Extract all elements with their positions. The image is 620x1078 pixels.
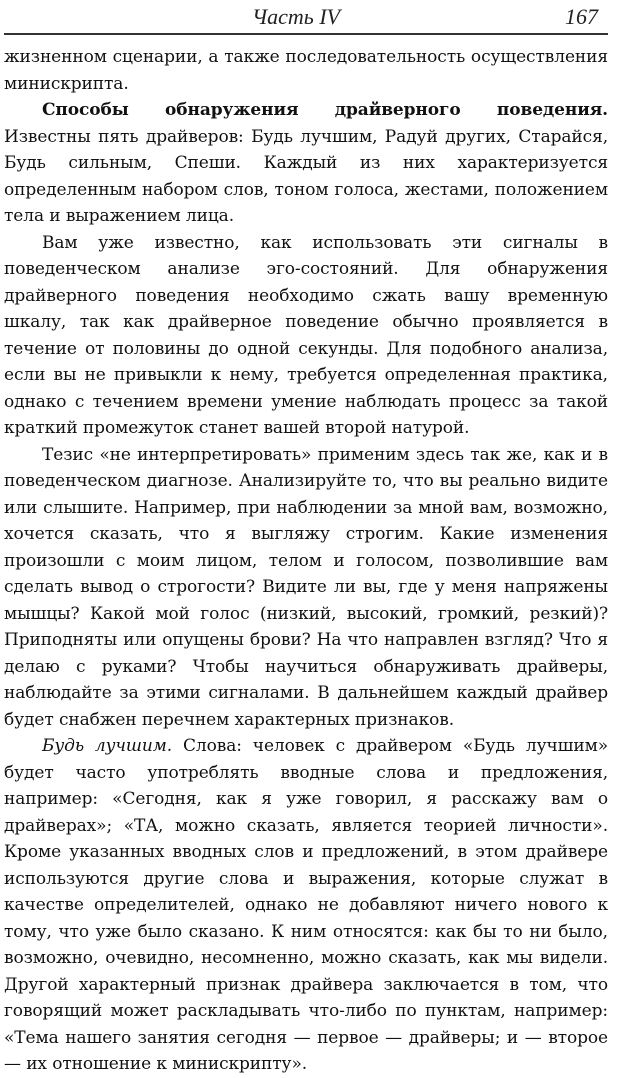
paragraph-text: Известны пять драйверов: Будь лучшим, Радуй других, Старайся, Будь сильным, Спеши. Каждый из них характеризуется определенным набором слов, тоном голоса, жестами, положением тела и выражением лица. bbox=[4, 126, 608, 226]
header-rule bbox=[4, 33, 608, 35]
paragraph-be-perfect bbox=[4, 733, 608, 1078]
running-head bbox=[0, 2, 620, 30]
paragraph-text: Вам уже известно, как использовать эти сигналы в поведенческом анализе эго-состояний. Для обнаружения драйверного поведения необходимо сжать вашу временную шкалу, так как драйверное поведение обычно проявляется в течение от половины до одной секунды. Для подобного анализа, если вы не привыкли к нему, требуется определенная практика, однако с течением времени умение наблюдать процесс за такой краткий промежуток станет вашей второй натурой. bbox=[4, 232, 608, 438]
page-number: 167 bbox=[565, 4, 598, 29]
paragraph-driver-detection bbox=[4, 97, 608, 230]
section-heading: Способы обнаружения драйверного поведения. bbox=[42, 100, 608, 120]
paragraph-no-interpretation bbox=[4, 442, 608, 734]
paragraph-text: жизненном сценарии, а также последовательность осуществления минискрипта. bbox=[4, 47, 608, 94]
paragraph-continuation bbox=[4, 44, 608, 97]
driver-subheading: Будь лучшим. bbox=[42, 736, 173, 756]
paragraph-time-scale bbox=[4, 230, 608, 442]
paragraph-text: Тезис «не интерпретировать» применим здесь так же, как и в поведенческом диагнозе. Анализируйте то, что вы реально видите или слышите. Например, при наблюдении за мной вам, возможно, хочется сказать, что я выгляжу строгим. Какие изменения произошли с моим лицом, телом и голосом, позволившие вам сделать вывод о строгости? Видите ли вы, где у меня напряжены мышцы? Какой мой голос (низкий, высокий, громкий, резкий)? Приподняты или опущены брови? На что направлен взгляд? Что я делаю с руками? Чтобы научиться обнаруживать драйверы, наблюдайте за этими сигналами. В дальнейшем каждый драйвер будет снабжен перечнем характерных признаков. bbox=[4, 444, 608, 730]
running-head-title: Часть IV bbox=[252, 4, 341, 29]
body-text bbox=[4, 44, 608, 1078]
paragraph-text: Слова: человек с драйвером «Будь лучшим» будет часто употреблять вводные слова и предложения, например: «Сегодня, как я уже говорил, я расскажу вам о драйверах»; «ТА, можно сказать, является теорией личности». Кроме указанных вводных слов и предложений, в этом драйвере используются другие слова и выражения, которые служат в качестве определителей, однако не добавляют ничего нового к тому, что уже было сказано. К ним относятся: как бы то ни было, возможно, очевидно, несомненно, можно сказать, как мы видели. Другой характерный признак драйвера заключается в том, что говорящий может раскладывать что-либо по пунктам, например: «Тема нашего занятия сегодня — первое — драйверы; и — второе — их отношение к минискрипту». bbox=[4, 736, 608, 1074]
